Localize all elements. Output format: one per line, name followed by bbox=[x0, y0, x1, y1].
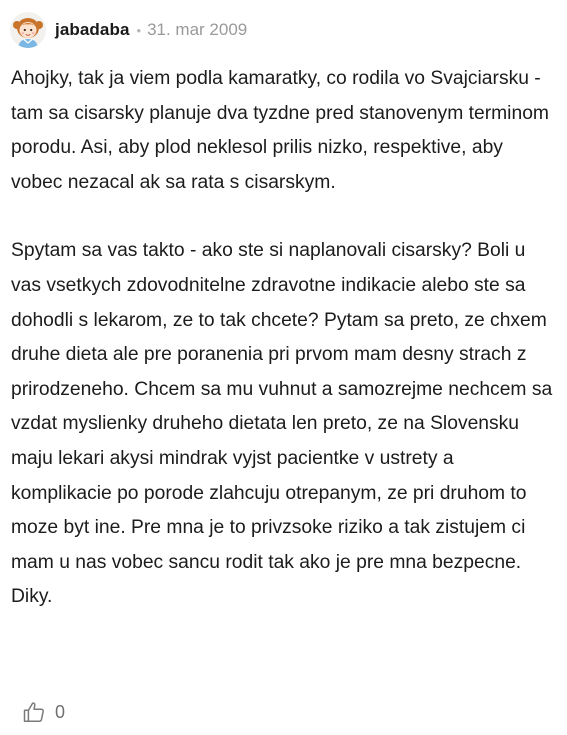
post-date: 31. mar 2009 bbox=[147, 20, 248, 39]
like-button[interactable] bbox=[22, 700, 65, 724]
thumbs-up-icon bbox=[22, 700, 46, 724]
like-count: 0 bbox=[55, 701, 66, 722]
post-body bbox=[11, 62, 557, 615]
post-footer bbox=[22, 698, 65, 726]
header-separator-dot: • bbox=[136, 22, 142, 38]
post-paragraph-2: Spytam sa vas takto - ako ste si naplanovali cisarsky? Boli u vas vsetkych zdovodnitelne zdravotne indikacie alebo ste sa dohodli s lekarom, ze to tak chcete? Pytam sa preto, ze chxem druhe dieta ale pre poranenia pri prvom mam desny strach z prirodzeneho. Chcem sa mu vuhnut a samozrejme nechcem sa vzdat myslienky druheho dietata len preto, ze na Slovensku maju lekari akysi mindrak vyjst pacientke v ustrety a komplikacie po porode zlahcuju otrepanym, ze pri druhom to moze byt ine. Pre mna je to privzsoke riziko a tak zistujem ci mam u nas vobec sancu rodit tak ako je pre mna bezpecne. Diky. bbox=[11, 240, 553, 608]
post-author-username[interactable]: jabadaba bbox=[55, 20, 130, 39]
cartoon-girl-avatar-icon[interactable] bbox=[10, 12, 46, 48]
post-paragraph-1: Ahojky, tak ja viem podla kamaratky, co rodila vo Svajciarsku - tam sa cisarsky planuje dva tyzdne pred stanovenym terminom porodu. Asi, aby plod neklesol prilis nizko, respektive, aby vobec nezacal ak sa rata s cisarskym. bbox=[11, 68, 549, 193]
post-header bbox=[10, 10, 247, 50]
